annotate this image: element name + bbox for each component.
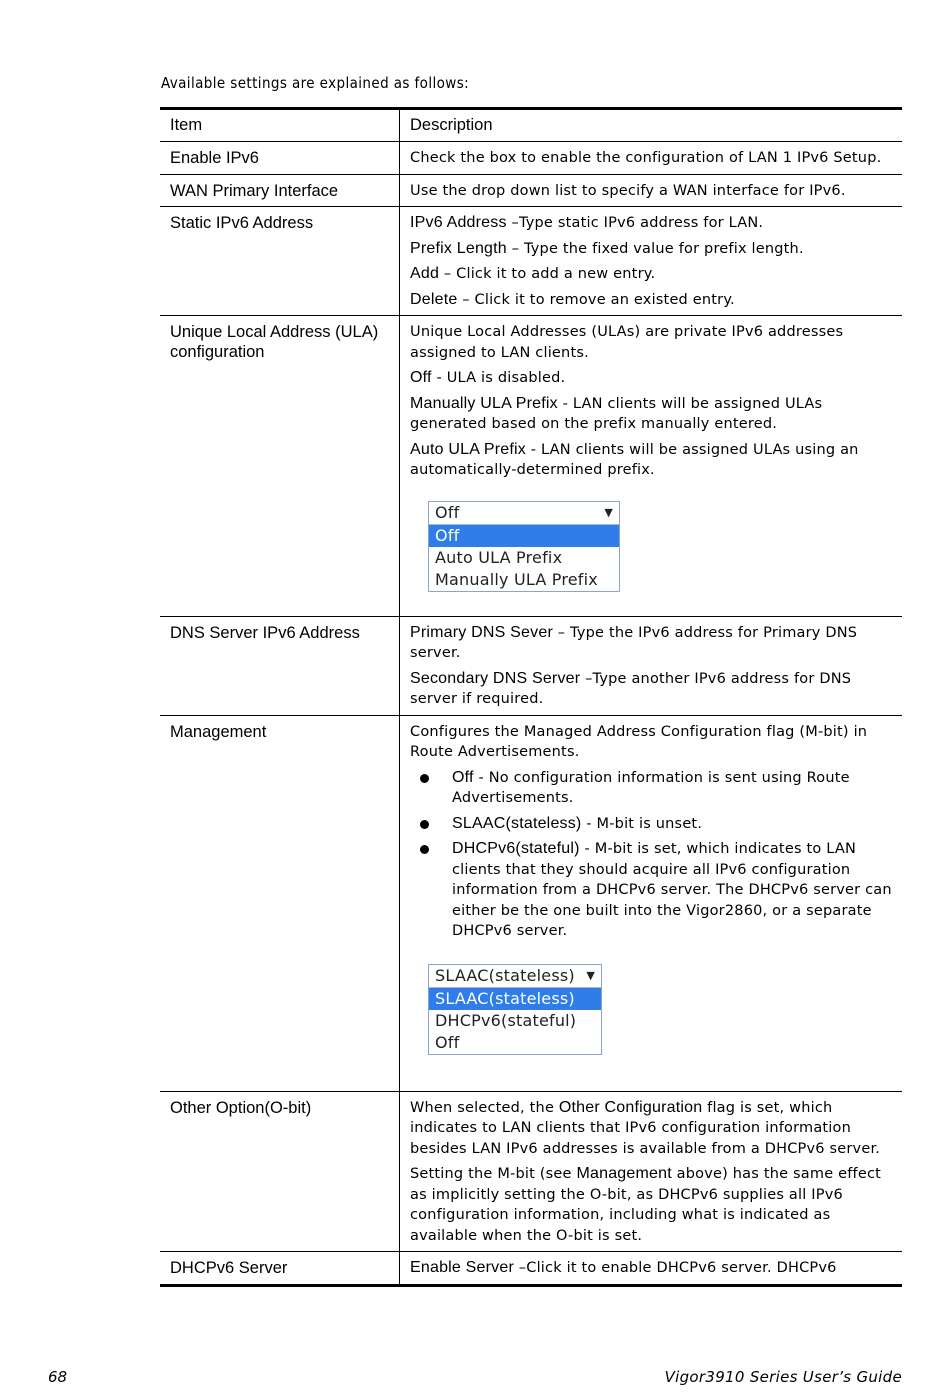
- desc-text: Use the drop down list to specify a WAN interface for IPv6.: [410, 182, 846, 199]
- desc-line: [410, 394, 894, 435]
- ula-dropdown[interactable]: [428, 501, 620, 592]
- desc-line: [410, 623, 894, 664]
- desc-text: - M-bit is set, which indicates to LAN clients that they should acquire all IPv6 configuration information from a DHCPv6 server. The DHCPv6 server can either be the one built into the Vigor2860, or a separate DHCPv6 server.: [452, 841, 892, 939]
- term: Manually ULA Prefix: [410, 394, 558, 412]
- desc-line: [410, 440, 894, 481]
- header-description: Description: [400, 109, 903, 142]
- bullet-icon: [420, 774, 429, 783]
- bullet-icon: [420, 820, 429, 829]
- dropdown-option[interactable]: Auto ULA Prefix: [435, 547, 563, 567]
- chevron-down-icon: ▼: [604, 505, 613, 519]
- table-row: [160, 715, 902, 1091]
- desc-line: [410, 213, 894, 234]
- ula-dropdown-screenshot: [424, 489, 624, 607]
- item-dhcpv6: DHCPv6 Server: [160, 1252, 400, 1286]
- table-row: [160, 174, 902, 207]
- desc-line: [410, 1098, 894, 1160]
- desc-wan-primary: [400, 174, 903, 207]
- desc-text: Setting the M-bit (see: [410, 1166, 577, 1182]
- desc-text: Unique Local Addresses (ULAs) are private IPv6 addresses assigned to LAN clients.: [410, 324, 844, 361]
- desc-text: Configures the Managed Address Configuration flag (M-bit) in Route Advertisements.: [410, 723, 868, 760]
- page-number: 68: [48, 1368, 68, 1386]
- list-item: [410, 839, 894, 942]
- desc-line: [410, 239, 894, 260]
- bullet-icon: [420, 845, 429, 854]
- settings-table: [160, 107, 902, 1287]
- desc-text: Check the box to enable the configuration of LAN 1 IPv6 Setup.: [410, 150, 882, 166]
- item-wan-primary: WAN Primary Interface: [160, 174, 400, 207]
- list-item: [410, 768, 894, 809]
- desc-text: above) has the same effect as implicitly setting the O-bit, as DHCPv6 supplies all IPv6 configuration information, including what is indicated as available when the O-bit is set.: [410, 1166, 882, 1244]
- term: Other Configuration: [558, 1098, 703, 1116]
- management-dropdown-screenshot: [424, 964, 624, 1082]
- item-management: Management: [160, 715, 400, 1091]
- dropdown-option[interactable]: SLAAC(stateless): [429, 988, 601, 1010]
- desc-text: –Type static IPv6 address for LAN.: [506, 215, 764, 231]
- term: Prefix Length: [410, 239, 507, 257]
- item-ula: Unique Local Address (ULA) configuration: [160, 316, 400, 617]
- desc-line: [410, 368, 894, 389]
- dropdown-option[interactable]: Manually ULA Prefix: [435, 569, 598, 589]
- desc-text: –Type another IPv6 address for DNS server if required.: [410, 670, 852, 707]
- desc-text: – Click it to add a new entry.: [439, 266, 656, 282]
- desc-other-option: [400, 1091, 903, 1252]
- desc-line: [410, 264, 894, 285]
- guide-title: Vigor3910 Series User’s Guide: [664, 1368, 902, 1386]
- table-row: [160, 316, 902, 617]
- dropdown-option[interactable]: DHCPv6(stateful): [435, 1010, 577, 1030]
- term: Add: [410, 265, 440, 282]
- desc-line: [410, 669, 894, 710]
- desc-text: - LAN clients will be assigned ULAs generated based on the prefix manually entered.: [410, 395, 823, 432]
- desc-text: –Click it to enable DHCPv6 server. DHCPv6: [514, 1260, 837, 1276]
- header-item: Item: [160, 109, 400, 142]
- term: Delete: [410, 290, 458, 308]
- term: Primary DNS Sever: [410, 623, 553, 641]
- desc-line: [410, 290, 894, 311]
- item-static-ipv6: Static IPv6 Address: [160, 207, 400, 316]
- table-row: [160, 616, 902, 715]
- term: Auto ULA Prefix: [410, 440, 526, 458]
- item-dns: DNS Server IPv6 Address: [160, 616, 400, 715]
- table-header-row: [160, 109, 902, 142]
- table-row: [160, 142, 902, 175]
- desc-text: When selected, the: [410, 1099, 559, 1116]
- desc-dhcpv6: [400, 1252, 903, 1286]
- desc-text: - M-bit is unset.: [581, 815, 703, 832]
- desc-ula: [400, 316, 903, 617]
- list-item: [410, 814, 894, 835]
- desc-text: - No configuration information is sent using Route Advertisements.: [452, 769, 850, 806]
- desc-dns: [400, 616, 903, 715]
- desc-static-ipv6: [400, 207, 903, 316]
- desc-text: flag is set, which indicates to LAN clients that IPv6 configuration information besides LAN IPv6 addresses is available from a DHCPv6 server.: [410, 1099, 881, 1157]
- desc-line: [410, 1258, 894, 1279]
- dropdown-option[interactable]: Off: [429, 525, 619, 547]
- desc-management: [400, 715, 903, 1091]
- term: Management: [576, 1165, 672, 1182]
- dropdown-selected[interactable]: Off ▼: [429, 502, 619, 525]
- item-other-option: Other Option(O-bit): [160, 1091, 400, 1252]
- management-dropdown[interactable]: [428, 964, 602, 1055]
- term: SLAAC(stateless): [452, 814, 582, 832]
- term: DHCPv6(stateful): [452, 840, 580, 857]
- term: Secondary DNS Server: [410, 669, 581, 687]
- desc-line: [410, 1164, 894, 1246]
- dropdown-selected[interactable]: SLAAC(stateless) ▼: [429, 965, 601, 988]
- intro-text: Available settings are explained as follows:: [161, 74, 470, 92]
- desc-text: – Type the IPv6 address for Primary DNS server.: [410, 624, 858, 661]
- table-row: [160, 207, 902, 316]
- term: Off: [410, 369, 432, 386]
- term: IPv6 Address: [410, 214, 507, 231]
- dropdown-option[interactable]: Off: [435, 1032, 460, 1052]
- item-enable-ipv6: Enable IPv6: [160, 142, 400, 175]
- chevron-down-icon: ▼: [586, 968, 595, 982]
- term: Off: [452, 768, 474, 786]
- table-row: [160, 1252, 902, 1286]
- term: Enable Server: [410, 1259, 514, 1276]
- desc-text: – Click it to remove an existed entry.: [457, 291, 735, 308]
- desc-text: - LAN clients will be assigned ULAs using an automatically-determined prefix.: [410, 441, 859, 478]
- table-row: [160, 1091, 902, 1252]
- desc-text: - ULA is disabled.: [431, 370, 566, 386]
- desc-enable-ipv6: [400, 142, 903, 175]
- bullet-list: [410, 768, 894, 942]
- desc-text: – Type the fixed value for prefix length.: [506, 240, 804, 257]
